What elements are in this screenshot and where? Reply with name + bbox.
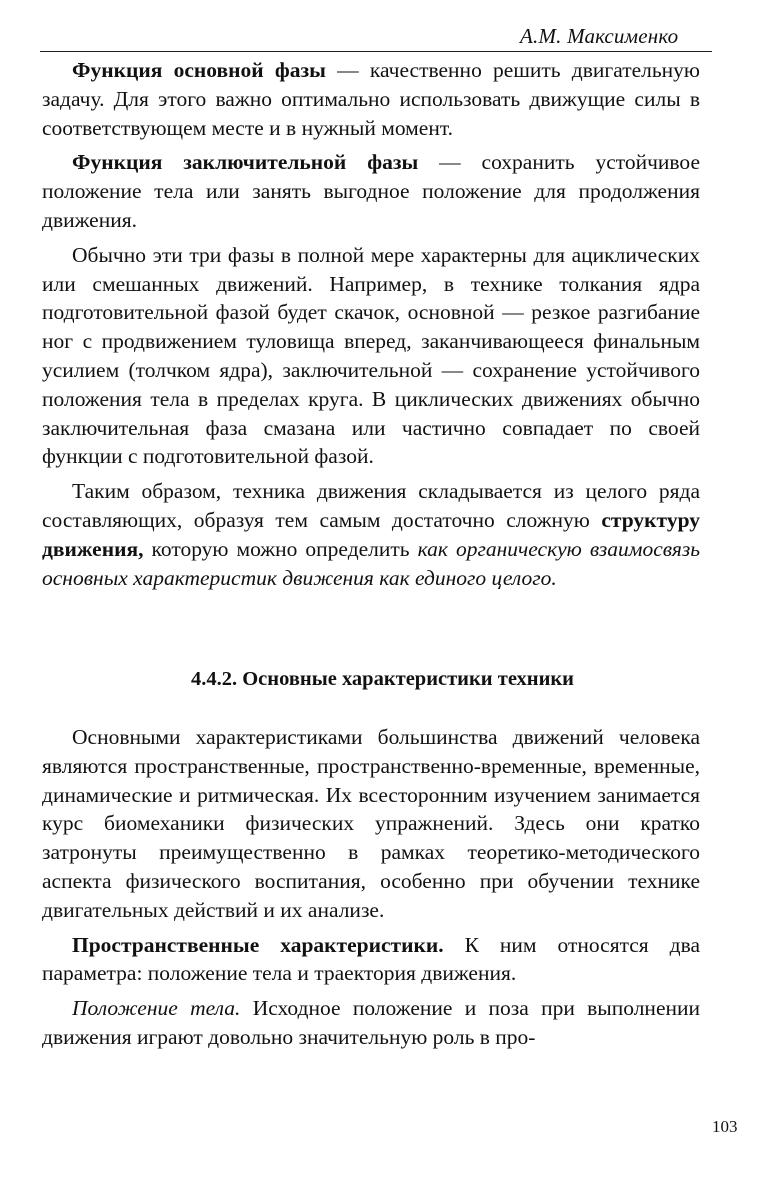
paragraph-spatial: [42, 931, 700, 989]
header-rule: [40, 51, 712, 52]
paragraph-text: которую можно определить: [143, 536, 418, 561]
body-text-bottom: [42, 723, 700, 1052]
term-main-phase: Функция основной фазы: [72, 58, 326, 82]
section-heading: 4.4.2. Основные характеристики техники: [190, 668, 574, 690]
paragraph-text: Обычно эти три фазы в полной мере характерны для ациклических или смешанных движений. Например, в технике толкания ядра подготовительной фазой будет скачок, основной — резкое разгибание ног с продвижением туловища вперед, заканчивающееся финальным усилием (толчком ядра), заключительной — сохранение устойчивого положения тела в пределах круга. В циклических движениях обычно заключительная фаза смазана или частично совпадает по своей функции с подготовительной фазой.: [42, 242, 700, 469]
term-structure: структуру движения,: [42, 507, 700, 561]
paragraph-text: Исходное положение и поза при выполнении движения играют довольно значительную роль в про-: [42, 996, 701, 1049]
paragraph-body-position: [42, 994, 700, 1052]
page-number: 103: [712, 1117, 738, 1136]
body-text-top: [42, 56, 700, 592]
paragraph-structure: [42, 477, 700, 592]
term-spatial: Пространственные характеристики.: [72, 932, 444, 957]
definition-italic: как органическую взаимосвязь основных характеристик движения как единого целого.: [42, 536, 701, 590]
running-head: А.М. Максименко: [520, 24, 679, 48]
term-final-phase: Функция заключительной фазы: [72, 150, 419, 175]
term-body-position: Положение тела.: [72, 996, 241, 1021]
paragraph-text: — сохранить устойчивое положение тела или занять выгодное положение для продолжения движения.: [42, 150, 700, 232]
paragraph-phases-example: [42, 241, 700, 471]
paragraph-characteristics: [42, 723, 700, 925]
paragraph-text: — качественно решить двигательную задачу. Для этого важно оптимально использовать движущие силы в соответствующем месте и в нужный момент.: [42, 58, 700, 140]
paragraph-text: Основными характеристиками большинства движений человека являются пространственные, пространственно-временные, временные, динамические и ритмическая. Их всесторонним изучением занимается курс биомеханики физических упражнений. Здесь они кратко затронуты преимущественно в рамках теоретико-методического аспекта физического воспитания, особенно при обучении технике двигательных действий и их анализе.: [42, 725, 700, 922]
paragraph-final-phase: [42, 148, 700, 234]
paragraph-main-phase: [42, 56, 700, 142]
paragraph-text: К ним относятся два параметра: положение тела и траектория движения.: [42, 932, 701, 986]
paragraph-text: Таким образом, техника движения складывается из целого ряда составляющих, образуя тем самым достаточно сложную: [42, 479, 700, 532]
